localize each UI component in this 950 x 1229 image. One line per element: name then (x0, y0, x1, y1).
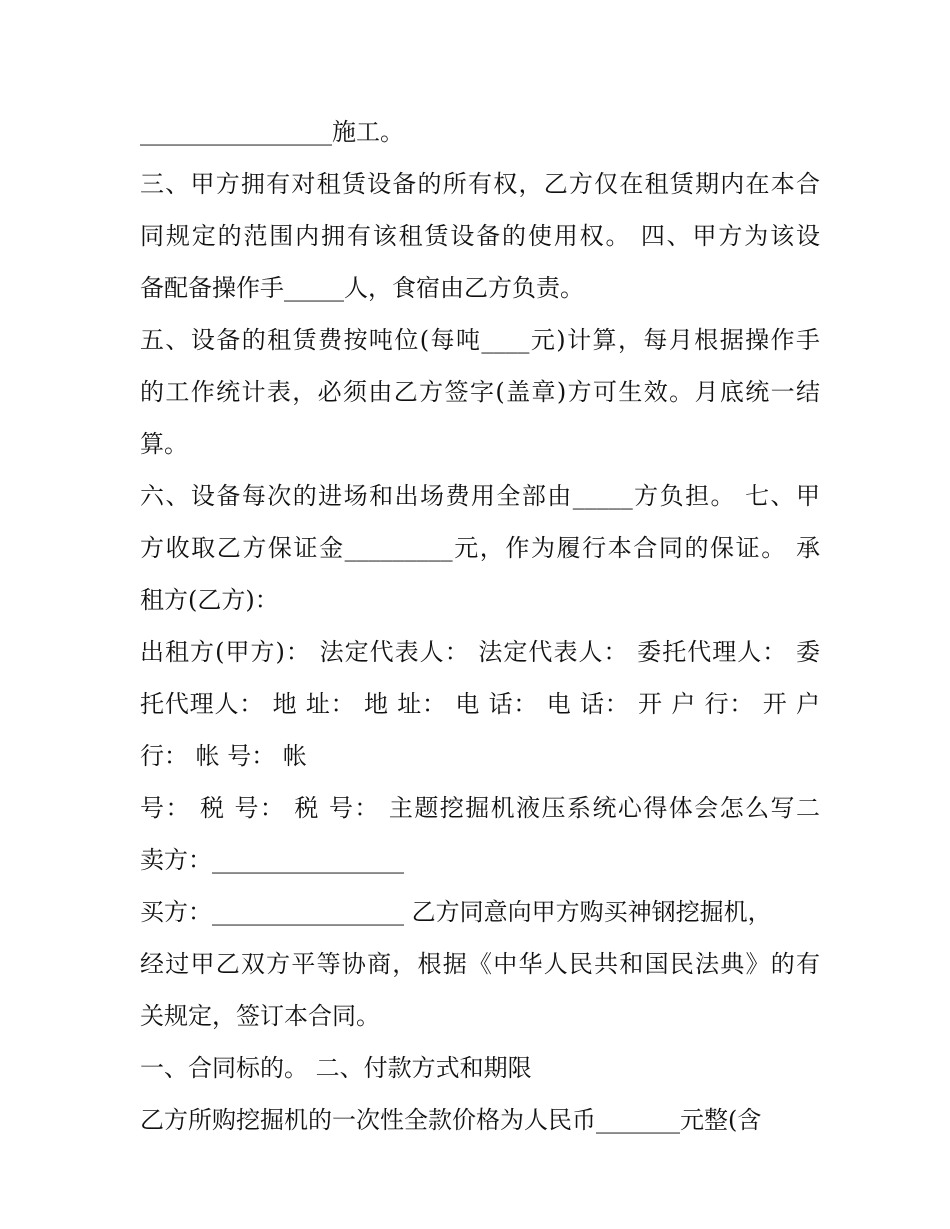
text-line: 的工作统计表，必须由乙方签字(盖章)方可生效。月底统一结 (140, 378, 820, 406)
text-line: 关规定，签订本合同。 (140, 1002, 380, 1030)
text-line: 买方：________________ 乙方同意向甲方购买神钢挖掘机， (140, 898, 772, 926)
text-line: 行： 帐 号： 帐 (140, 742, 307, 770)
text-line: 六、设备每次的进场和出场费用全部由_____方负担。 七、甲 (140, 482, 820, 510)
text-line: 一、合同标的。 二、付款方式和期限 (140, 1054, 532, 1082)
text-line: 卖方：________________ (140, 846, 404, 874)
paragraph-construction (140, 106, 820, 158)
paragraph-buyer (140, 886, 820, 1042)
text-line: 托代理人： 地 址： 地 址： 电 话： 电 话： 开 户 行： 开 户 (140, 690, 820, 718)
paragraph-entry-fees (140, 470, 820, 626)
text-line: 租方(乙方)： (140, 586, 279, 614)
paragraph-ownership (140, 158, 820, 314)
text-line: 出租方(甲方)： 法定代表人： 法定代表人： 委托代理人： 委 (140, 638, 820, 666)
paragraph-tax-seller (140, 782, 820, 886)
paragraph-payment (140, 1094, 820, 1146)
text-line: 三、甲方拥有对租赁设备的所有权，乙方仅在租赁期内在本合 (140, 170, 820, 198)
paragraph-contract-subject (140, 1042, 820, 1094)
text-line: 五、设备的租赁费按吨位(每吨____元)计算，每月根据操作手 (140, 326, 820, 354)
text-line: 同规定的范围内拥有该租赁设备的使用权。 四、甲方为该设 (140, 222, 820, 250)
text-line: 乙方所购挖掘机的一次性全款价格为人民币_______元整(含 (140, 1106, 762, 1134)
text-line: 备配备操作手_____人，食宿由乙方负责。 (140, 274, 584, 302)
paragraph-rental-fee (140, 314, 820, 470)
text-line: 号： 税 号： 税 号： 主题挖掘机液压系统心得体会怎么写二 (140, 794, 820, 822)
document-body (140, 106, 820, 1146)
paragraph-parties (140, 626, 820, 782)
text-line: 方收取乙方保证金_________元，作为履行本合同的保证。 承 (140, 534, 820, 562)
text-line: 经过甲乙双方平等协商，根据《中华人民共和国民法典》的有 (140, 950, 820, 978)
text-line: ________________施工。 (140, 118, 404, 146)
text-line: 算。 (140, 430, 188, 458)
